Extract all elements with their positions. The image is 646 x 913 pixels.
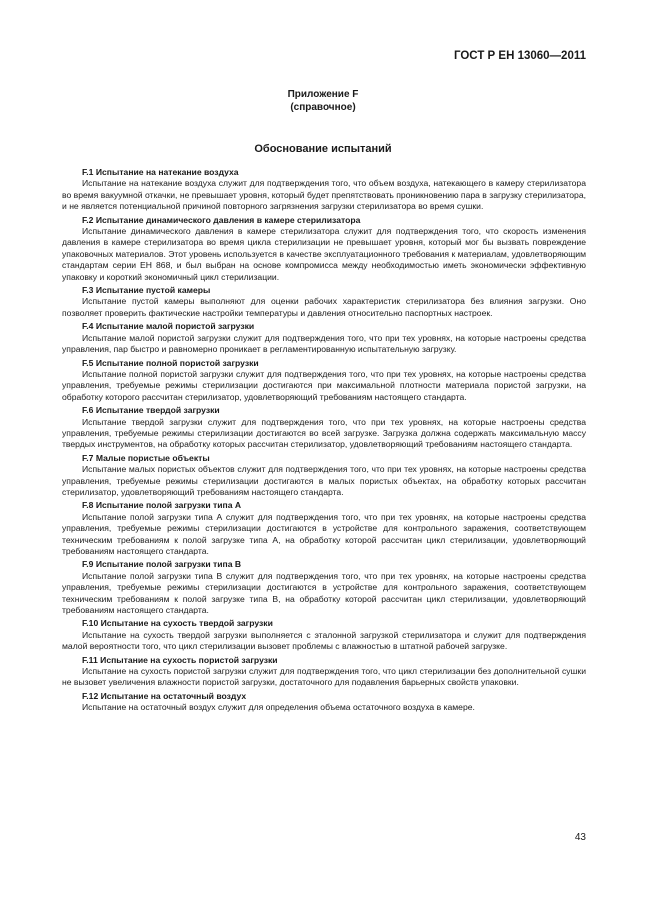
document-header: ГОСТ Р ЕН 13060—2011 bbox=[453, 50, 586, 62]
section-text: Испытание динамического давления в камере стерилизатора служит для подтверждения того, что скорость изменения давления в камере стерилизатора во время цикла стерилизации не превышает уровня, который мог бы вызвать повреждение упаковочных материалов. Этот уровень используется в качестве эксплуатационного требования к материалам, удовлетворяющим стандартам серии ЕН 868, и был выбран на основе компромисса между необходимостью иметь экономически эффективную упаковку и короткий экономичный цикл стерилизации. bbox=[62, 226, 586, 282]
section-text: Испытание на натекание воздуха служит для подтверждения того, что объем воздуха, натекающего в камеру стерилизатора во время вакуумной откачки, не превышает уровня, который будет препятствовать проникновению пара в загрузку стерилизатора, и не является потенциальной причиной повторного загрязнения загрузки стерилизатора во время сушки. bbox=[62, 178, 586, 212]
section-heading: F.4 Испытание малой пористой загрузки bbox=[82, 321, 255, 332]
section-text: Испытание на сухость пористой загрузки служит для подтверждения того, что цикл стерилизации без дополнительной сушки не вызовет увеличения влажности пористой загрузки, достаточного для подавления барьерных свойств упаковки. bbox=[62, 666, 586, 688]
section-heading: F.1 Испытание на натекание воздуха bbox=[82, 167, 239, 177]
section-heading: F.6 Испытание твердой загрузки bbox=[82, 405, 220, 416]
section-text: Испытание на сухость твердой загрузки выполняется с эталонной загрузкой стерилизатора и служит для подтверждения малой вероятности того, что цикл стерилизации вызовет проблемы с влажностью в штатной рабочей загрузке. bbox=[62, 629, 586, 652]
section-heading: F.2 Испытание динамического давления в камере стерилизатора bbox=[82, 214, 361, 225]
section-text: Испытание полой загрузки типа В служит для подтверждения того, что при тех уровнях, на которые настроены средства управления, требуемые режимы стерилизации достигаются в устройстве для контрольного заражения, соответствующем техническим требованиям к полой загрузке типа В, на обработку которой рассчитан цикл стерилизации, удовлетворяющий требованиям настоящего стандарта. bbox=[62, 570, 586, 616]
section-text: Испытание полой загрузки типа А служит для подтверждения того, что при тех уровнях, на которые настроены средства управления, требуемые режимы стерилизации достигаются в устройстве для контрольного заражения, соответствующем техническим требованиям к полой загрузке типа А, на обработку которой рассчитан цикл стерилизации, удовлетворяющий требованиям настоящего стандарта. bbox=[62, 511, 586, 556]
section-f3 bbox=[62, 285, 586, 319]
section-heading: F.8 Испытание полой загрузки типа А bbox=[82, 500, 242, 511]
section-heading: F.7 Малые пористые объекты bbox=[82, 452, 210, 463]
section-f6 bbox=[62, 405, 586, 451]
page-number: 43 bbox=[574, 832, 586, 843]
section-text: Испытание малых пористых объектов служит для подтверждения того, что при тех уровнях, на которые настроены средства управления, требуемые режимы стерилизации достигаются в малых пористых объектах, на обработку которых рассчитан стерилизатор, удовлетворяющий требованиям настоящего стандарта. bbox=[62, 464, 586, 497]
section-f11 bbox=[62, 655, 586, 689]
section-heading: F.5 Испытание полной пористой загрузки bbox=[82, 357, 259, 368]
section-f1 bbox=[62, 167, 586, 213]
section-text: Испытание полной пористой загрузки служит для подтверждения того, что при тех уровнях, на которые настроены средства управления, требуемые режимы стерилизации достигаются при максимальной плотности материала пористой загрузки, на обработку которого рассчитан стерилизатор, удовлетворяющий требованиям настоящего стандарта. bbox=[62, 368, 586, 402]
annex-type: (справочное) bbox=[290, 102, 356, 113]
section-f7 bbox=[62, 453, 586, 499]
annex-title: Приложение F bbox=[287, 89, 359, 100]
section-f5 bbox=[62, 358, 586, 404]
section-heading: F.12 Испытание на остаточный воздух bbox=[82, 690, 247, 701]
section-f2 bbox=[62, 215, 586, 283]
section-heading: F.11 Испытание на сухость пористой загрузки bbox=[82, 654, 278, 665]
section-heading: F.9 Испытание полой загрузки типа В bbox=[82, 559, 242, 570]
section-heading: F.3 Испытание пустой камеры bbox=[82, 285, 211, 296]
section-f9 bbox=[62, 559, 586, 616]
annex-label bbox=[0, 88, 646, 114]
section-f8 bbox=[62, 500, 586, 557]
section-text: Испытание пустой камеры выполняют для оценки рабочих характеристик стерилизатора без влияния загрузки. Оно позволяет проверить фактические настройки температуры и давления относительно паспортных настроек. bbox=[62, 296, 586, 318]
section-text: Испытание малой пористой загрузки служит для подтверждения того, что при тех уровнях, на которые настроены средства управления, пар быстро и равномерно проникает в регламентированную испытательную загрузку. bbox=[62, 332, 586, 355]
section-text: Испытание на остаточный воздух служит для определения объема остаточного воздуха в камере. bbox=[82, 702, 475, 713]
section-f12 bbox=[62, 691, 586, 714]
section-f10 bbox=[62, 618, 586, 652]
section-heading: F.10 Испытание на сухость твердой загрузки bbox=[82, 618, 273, 629]
section-f4 bbox=[62, 321, 586, 355]
section-text: Испытание твердой загрузки служит для подтверждения того, что при тех уровнях, на которые настроены средства управления, требуемые режимы стерилизации достигаются во всей загрузке. Загрузка должна содержать максимальную массу твердых инструментов, на обработку которых рассчитан стерилизатор, удовлетворяющий требованиям настоящего стандарта. bbox=[62, 416, 586, 450]
page-title: Обоснование испытаний bbox=[254, 143, 392, 155]
document-body bbox=[62, 167, 586, 716]
